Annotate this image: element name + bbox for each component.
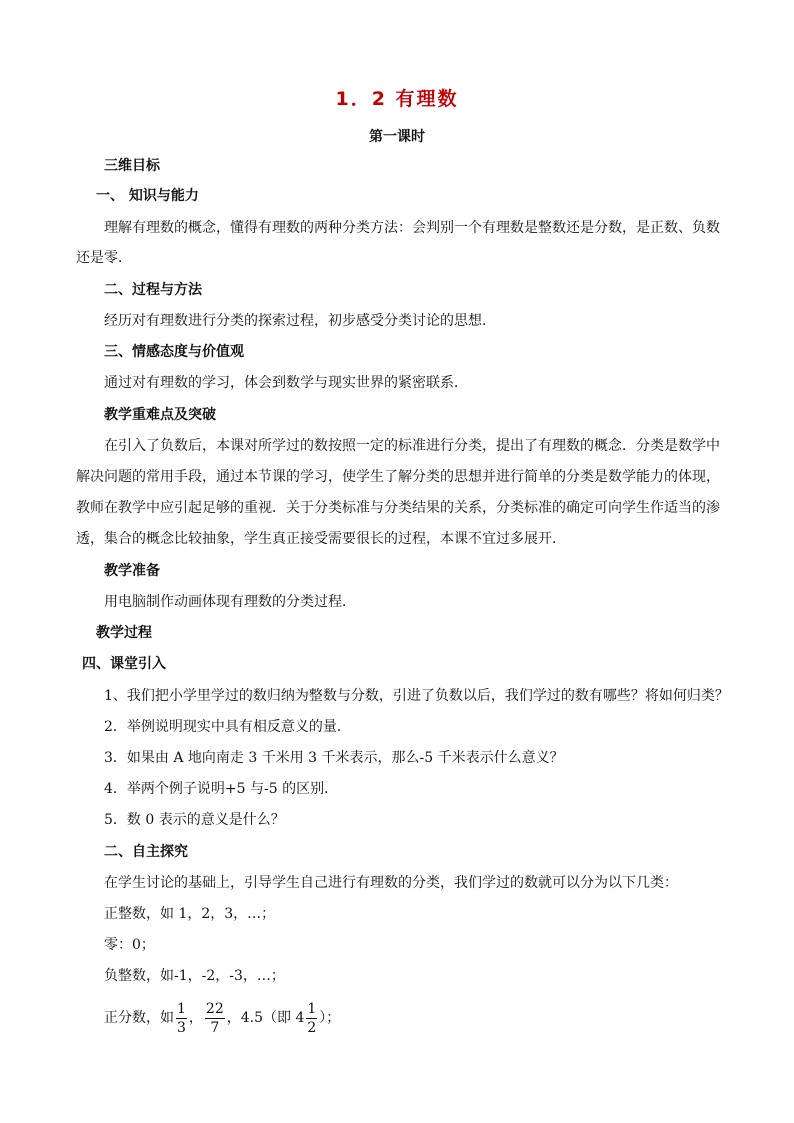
goal3-text: 通过对有理数的学习，体会到数学与现实世界的紧密联系． [104, 375, 468, 391]
intro-heading: 四、课堂引入 [82, 656, 166, 672]
positive-fractions-suffix: ）； [319, 1010, 341, 1026]
goal1-heading: 一、 知识与能力 [96, 188, 199, 204]
goal2-heading: 二、过程与方法 [104, 282, 202, 298]
explore-text: 在学生讨论的基础上，引导学生自己进行有理数的分类，我们学过的数就可以分为以下几类： [104, 875, 678, 891]
fraction-numerator: 1 [307, 1000, 317, 1017]
goal1-text-line1: 理解有理数的概念，懂得有理数的两种分类方法：会判别一个有理数是整数还是分数，是正数、负数 [104, 220, 720, 236]
zero-line: 零：0； [104, 937, 155, 953]
question-3: 3．如果由 A 地向南走 3 千米用 3 千米表示，那么-5 千米表示什么意义？ [104, 750, 564, 766]
positive-fractions [104, 998, 340, 1038]
goal1-text-line2: 还是零． [76, 250, 132, 266]
separator: ， [188, 1010, 203, 1026]
question-1: 1、我们把小学里学过的数归纳为整数与分数，引进了负数以后，我们学过的数有哪些？将如何归类？ [104, 688, 729, 704]
separator: ，4.5（即 4 [226, 1010, 305, 1026]
goals-heading: 三维目标 [104, 158, 160, 174]
process-heading: 教学过程 [96, 625, 152, 641]
key-points-line2: 解决问题的常用手段，通过本节课的学习，使学生了解分类的思想并进行简单的分类是数学能力的体现， [76, 469, 720, 485]
fraction-numerator: 1 [177, 1000, 186, 1017]
key-points-line1: 在引入了负数后，本课对所学过的数按照一定的标准进行分类，提出了有理数的概念．分类是数学中 [104, 438, 720, 454]
prep-heading: 教学准备 [104, 563, 160, 579]
fraction-one-third [176, 1000, 187, 1037]
question-2: 2．举例说明现实中具有相反意义的量． [104, 719, 351, 735]
fraction-22-7 [205, 1000, 225, 1037]
positive-integers: 正整数，如 1，2，3，…； [104, 906, 276, 922]
prep-text: 用电脑制作动画体现有理数的分类过程． [104, 594, 356, 610]
goal2-text: 经历对有理数进行分类的探索过程，初步感受分类讨论的思想． [104, 313, 496, 329]
page-subtitle: 第一课时 [369, 129, 425, 145]
key-points-line3: 教师在教学中应引起足够的重视．关于分类标准与分类结果的关系，分类标准的确定可向学生作适当的渗 [76, 500, 720, 516]
goal3-heading: 三、情感态度与价值观 [104, 344, 244, 360]
question-4: 4．举两个例子说明+5 与-5 的区别． [104, 781, 339, 797]
fraction-denominator: 3 [177, 1019, 186, 1036]
positive-fractions-prefix: 正分数，如 [104, 1010, 174, 1026]
fraction-one-half [306, 1000, 317, 1037]
key-points-line4: 透，集合的概念比较抽象，学生真正接受需要很长的过程，本课不宜过多展开． [76, 531, 566, 547]
explore-heading: 二、自主探究 [104, 844, 188, 860]
question-5: 5．数 0 表示的意义是什么？ [104, 812, 285, 828]
page-title: 1．2 有理数 [335, 88, 459, 110]
fraction-denominator: 2 [307, 1019, 317, 1036]
fraction-numerator: 22 [205, 1000, 224, 1017]
fraction-denominator: 7 [210, 1019, 220, 1036]
negative-integers: 负整数，如-1，-2，-3，…； [104, 968, 285, 984]
key-points-heading: 教学重难点及突破 [104, 407, 216, 423]
